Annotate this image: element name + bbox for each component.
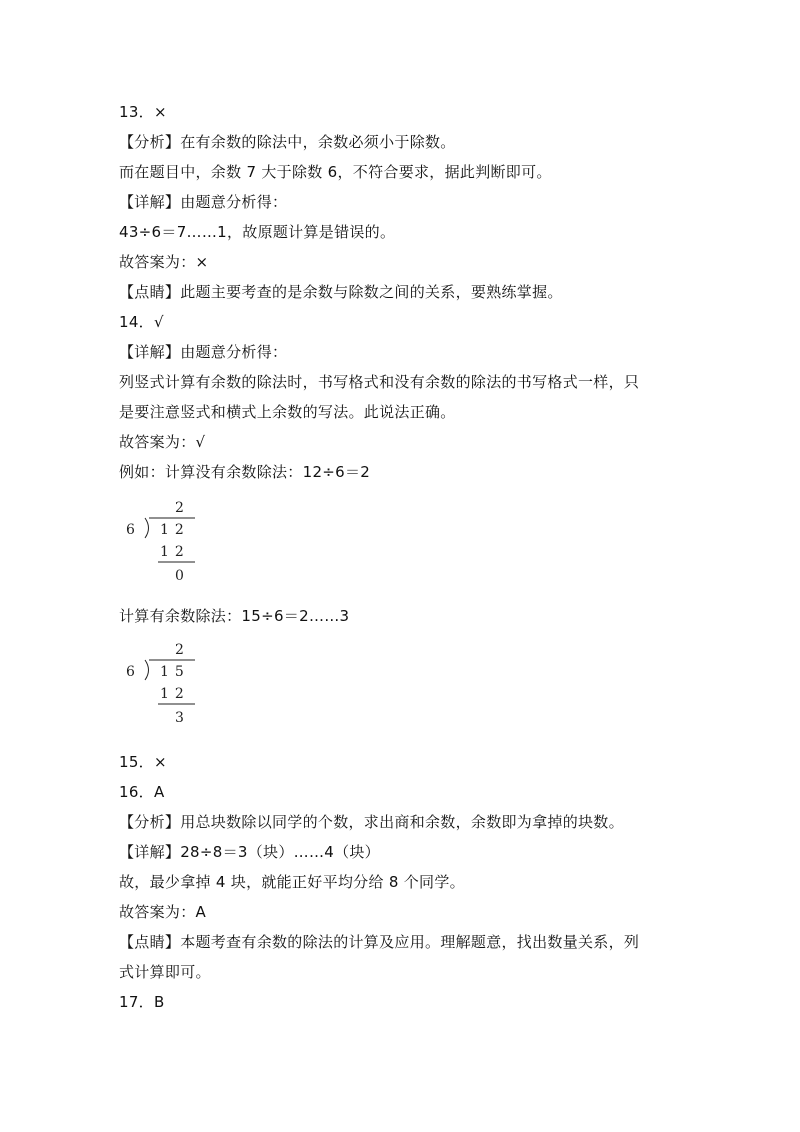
long-division-15-by-6 <box>118 638 208 728</box>
product: 12 <box>160 686 190 702</box>
q17-number: 17．B <box>119 993 165 1011</box>
q16-text: 故，最少拿掉 4 块，就能正好平均分给 8 个同学。 <box>119 873 465 891</box>
q14-text-1: 列竖式计算有余数的除法时，书写格式和没有余数的除法的书写格式一样，只 <box>119 373 640 391</box>
q14-answer: 故答案为：√ <box>119 433 206 451</box>
q13-analysis-2: 而在题目中，余数 7 大于除数 6，不符合要求，据此判断即可。 <box>119 163 552 181</box>
q14-example-1: 例如：计算没有余数除法：12÷6＝2 <box>119 463 371 481</box>
q13-calculation: 43÷6＝7……1，故原题计算是错误的。 <box>119 223 396 241</box>
divisor: 6 <box>126 522 141 538</box>
quotient: 2 <box>175 642 190 658</box>
q16-detail: 【详解】28÷8＝3（块）……4（块） <box>119 843 380 861</box>
dividend: 15 <box>160 664 190 680</box>
q13-answer: 故答案为：× <box>119 253 209 271</box>
remainder: 3 <box>175 710 190 726</box>
q16-comment-2: 式计算即可。 <box>119 963 211 981</box>
long-division-lines <box>118 638 208 728</box>
q14-detail: 【详解】由题意分析得： <box>119 343 288 361</box>
q16-comment-1: 【点睛】本题考查有余数的除法的计算及应用。理解题意，找出数量关系，列 <box>119 933 640 951</box>
q14-number: 14．√ <box>119 313 164 331</box>
product: 12 <box>160 544 190 560</box>
q15-number: 15．× <box>119 753 167 771</box>
q13-number: 13．× <box>119 103 167 121</box>
remainder: 0 <box>175 568 190 584</box>
q16-answer: 故答案为：A <box>119 903 207 921</box>
q16-number: 16．A <box>119 783 165 801</box>
q14-example-2: 计算有余数除法：15÷6＝2……3 <box>119 607 350 625</box>
q13-detail: 【详解】由题意分析得： <box>119 193 288 211</box>
long-division-12-by-6 <box>118 496 208 586</box>
long-division-lines <box>118 496 208 586</box>
q16-analysis: 【分析】用总块数除以同学的个数，求出商和余数，余数即为拿掉的块数。 <box>119 813 624 831</box>
q14-text-2: 是要注意竖式和横式上余数的写法。此说法正确。 <box>119 403 456 421</box>
divisor: 6 <box>126 664 141 680</box>
q13-comment: 【点睛】此题主要考查的是余数与除数之间的关系，要熟练掌握。 <box>119 283 563 301</box>
q13-analysis: 【分析】在有余数的除法中，余数必须小于除数。 <box>119 133 456 151</box>
quotient: 2 <box>175 500 190 516</box>
dividend: 12 <box>160 522 190 538</box>
